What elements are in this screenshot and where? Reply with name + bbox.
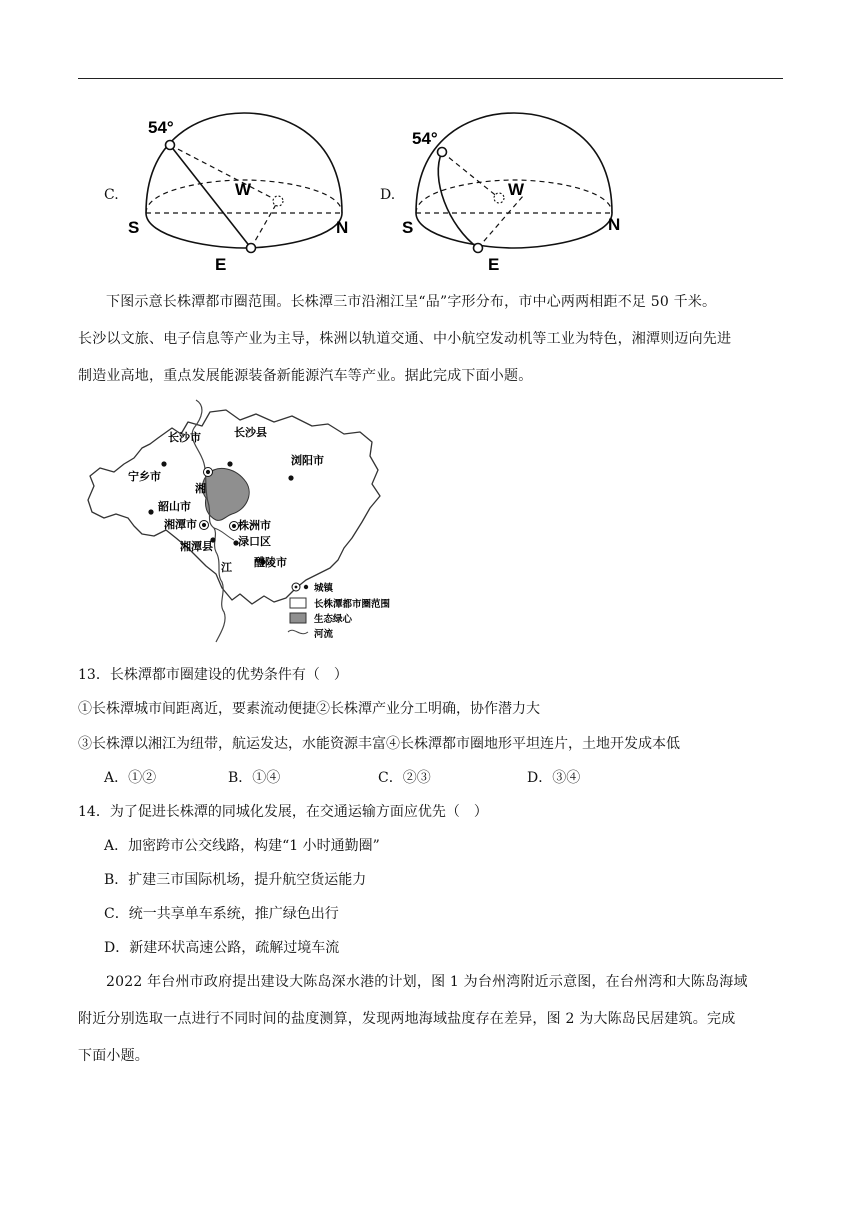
label-jiang: 江: [221, 561, 232, 574]
q13-option-d[interactable]: D．③④: [527, 770, 581, 786]
q13-option-a[interactable]: A．①②: [104, 770, 157, 786]
angle-label: 54°: [412, 129, 438, 148]
label-liuyang: 浏阳市: [291, 454, 324, 467]
q14-stem: 14．为了促进长株潭的同城化发展，在交通运输方面应优先（ ）: [78, 804, 488, 820]
west-label: W: [508, 180, 525, 199]
passage-line: 附近分别选取一点进行不同时间的盐度测算，发现两地海域盐度存在差异，图 2 为大陈岛民居建筑。完成: [78, 1011, 736, 1027]
east-label: E: [215, 255, 227, 274]
legend-boundary: 长株潭都市圈范围: [314, 599, 391, 610]
celestial-diagram-c: [120, 108, 360, 276]
option-c-label: C.: [104, 187, 119, 203]
q13-statements-1: ①长株潭城市间距离近，要素流动便捷②长株潭产业分工明确，协作潜力大: [78, 701, 540, 717]
label-changsha-shi: 长沙市: [168, 431, 201, 444]
celestial-diagram-d: [396, 108, 636, 276]
legend-town: 城镇: [314, 583, 334, 594]
header-rule: [78, 78, 783, 79]
dashed-line-e: [478, 196, 523, 248]
w-point: [494, 193, 504, 203]
town-dot: [288, 475, 293, 480]
legend-river: 河流: [314, 629, 334, 640]
south-label: S: [402, 218, 414, 237]
dashed-line-w: [170, 145, 278, 201]
sun-low-point: [474, 244, 483, 253]
town-dot: [148, 509, 153, 514]
horizon-front: [146, 213, 342, 248]
q14-option-b[interactable]: B．扩建三市国际机场，提升航空货运能力: [104, 872, 367, 888]
sun-path: [438, 152, 478, 248]
option-d-label: D.: [380, 187, 396, 203]
passage-line: 长沙以文旅、电子信息等产业为主导，株洲以轨道交通、中小航空发动机等工业为特色，湘潭则迈向先进: [78, 331, 732, 347]
label-xiangtan-xian: 湘潭县: [180, 540, 213, 553]
sun-high-point: [438, 148, 447, 157]
passage-line: 制造业高地，重点发展能源装备新能源汽车等产业。据此完成下面小题。: [78, 368, 533, 384]
legend-green-heart: 生态绿心: [314, 614, 353, 625]
north-label: N: [608, 215, 621, 234]
q13-option-c[interactable]: C．②③: [378, 770, 431, 786]
q13-statements-2: ③长株潭以湘江为纽带，航运发达，水能资源丰富④长株潭都市圈地形平坦连片，土地开发成本低: [78, 736, 680, 752]
angle-label: 54°: [148, 118, 174, 137]
label-xiang: 湘: [195, 482, 206, 495]
dashed-line-e: [251, 201, 278, 248]
changzhutan-map: [76, 398, 416, 644]
sun-low-point: [247, 244, 256, 253]
q13-option-b[interactable]: B．①④: [228, 770, 281, 786]
town-dot: [161, 461, 166, 466]
east-label: E: [488, 255, 500, 274]
south-label: S: [128, 218, 140, 237]
label-xiangtan-shi: 湘潭市: [164, 518, 197, 531]
label-ningxiang: 宁乡市: [128, 470, 161, 483]
label-liling: 醴陵市: [254, 556, 287, 569]
dashed-line-w: [442, 152, 499, 198]
label-changsha-xian: 长沙县: [234, 426, 267, 439]
north-label: N: [336, 218, 349, 237]
label-lukou: 渌口区: [238, 535, 271, 548]
passage-line: 下面小题。: [78, 1048, 149, 1064]
sun-high-point: [166, 141, 175, 150]
passage-taizhou: [78, 964, 783, 1075]
town-dot: [227, 461, 232, 466]
q14-option-a[interactable]: A．加密跨市公交线路，构建“1 小时通勤圈”: [104, 838, 380, 854]
label-zhuzhou: 株洲市: [238, 519, 271, 532]
map-legend: [288, 582, 391, 640]
label-shaoshan: 韶山市: [158, 500, 191, 513]
passage-line: 2022 年台州市政府提出建设大陈岛深水港的计划，图 1 为台州湾附近示意图，在台州湾和大陈岛海域: [106, 974, 748, 990]
horizon-front: [416, 213, 612, 248]
q14-option-c[interactable]: C．统一共享单车系统，推广绿色出行: [104, 906, 339, 922]
q14-option-d[interactable]: D．新建环状高速公路，疏解过境车流: [104, 940, 340, 956]
w-point: [273, 196, 283, 206]
west-label: W: [235, 180, 252, 199]
q13-stem: 13．长株潭都市圈建设的优势条件有（ ）: [78, 667, 348, 683]
passage-line: 下图示意长株潭都市圈范围。长株潭三市沿湘江呈“品”字形分布，市中心两两相距不足 50 千米。: [106, 294, 717, 310]
passage-changzhutan: [78, 284, 783, 395]
